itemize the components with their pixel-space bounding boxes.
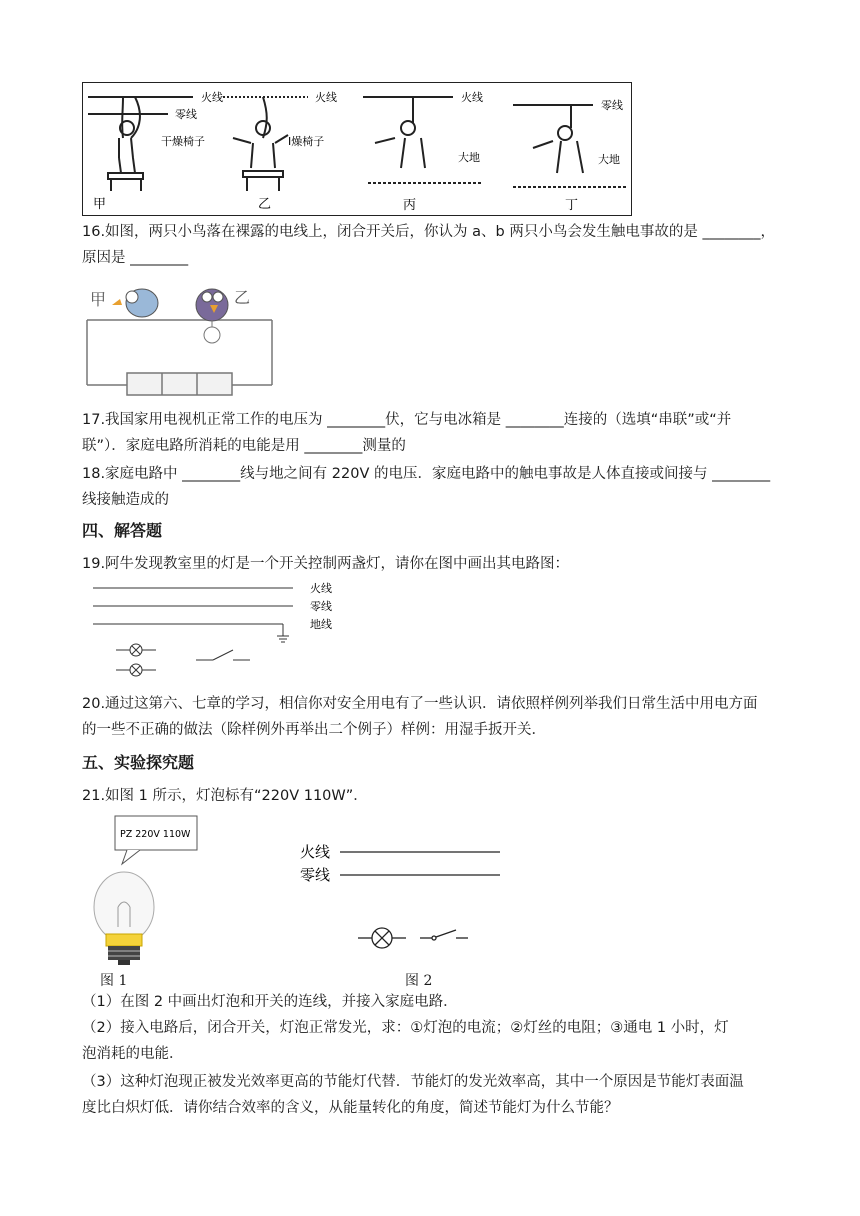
caption-bing: 丙	[403, 198, 417, 213]
circuit-drawing	[300, 838, 510, 958]
q16-line1: 16.如图，两只小鸟落在裸露的电线上，闭合开关后，你认为 a、b 两只小鸟会发生触电事故的是 ________，	[82, 224, 775, 240]
q21-part3-line2: 度比白炽灯低．请你结合效率的含义，从能量转化的角度，简述节能灯为什么节能？	[82, 1100, 619, 1116]
wire-label-earth: 地线	[310, 618, 332, 631]
figure-19	[88, 578, 358, 678]
caption-jia: 甲	[93, 197, 107, 212]
q21-part2-line2: 泡消耗的电能．	[82, 1046, 184, 1062]
label-ground-3: 大地	[458, 151, 480, 164]
figure-16-drawing	[82, 275, 282, 400]
q21-part1: （1）在图 2 中画出灯泡和开关的连线，并接入家庭电路．	[82, 994, 458, 1010]
label-live-3: 火线	[461, 91, 483, 104]
section-5-title: 五、实验探究题	[82, 753, 195, 772]
q20-line1: 20.通过这第六、七章的学习，相信你对安全用电有了一些认识．请依照样例列举我们日常生活中用电方面	[82, 696, 758, 712]
fig2-wire-neutral: 零线	[300, 866, 331, 884]
q21-line1: 21.如图 1 所示，灯泡标有“220V 110W”．	[82, 788, 368, 804]
figure-16	[82, 275, 282, 400]
q18-line2: 线接触造成的	[82, 492, 169, 508]
wire-label-neutral: 零线	[310, 600, 332, 613]
bulb-label: PZ 220V 110W	[120, 829, 191, 840]
label-neutral-1: 零线	[175, 108, 197, 121]
label-live-1: 火线	[201, 91, 223, 104]
fig1-caption: 图 1	[100, 973, 128, 989]
section-4-title: 四、解答题	[82, 521, 163, 540]
fig2-caption: 图 2	[405, 973, 433, 989]
q16-line2: 原因是 ________	[82, 250, 189, 266]
bird-label-jia: 甲	[90, 290, 107, 309]
q19-line1: 19.阿牛发现教室里的灯是一个开关控制两盏灯，请你在图中画出其电路图：	[82, 556, 570, 572]
figure-21-2	[300, 838, 510, 958]
label-neutral-4: 零线	[601, 99, 623, 112]
wire-label-live: 火线	[310, 582, 332, 595]
figure-19-drawing	[88, 578, 358, 678]
figure-21-1	[82, 812, 212, 992]
bulb-drawing	[82, 812, 212, 992]
caption-yi: 乙	[258, 197, 272, 212]
q20-line2: 的一些不正确的做法（除样例外再举出二个例子）样例：用湿手扳开关．	[82, 722, 546, 738]
bird-label-yi: 乙	[234, 288, 251, 307]
label-live-2: 火线	[315, 91, 337, 104]
q21-part3-line1: （3）这种灯泡现正被发光效率更高的节能灯代替．节能灯的发光效率高，其中一个原因是节能灯表面温	[82, 1074, 744, 1090]
q21-part2-line1: （2）接入电路后，闭合开关，灯泡正常发光，求：①灯泡的电流；②灯丝的电阻；③通电 1 小时，灯	[82, 1020, 729, 1036]
label-ground-4: 大地	[598, 153, 620, 166]
figure-15-drawing	[83, 83, 630, 214]
fig2-wire-live: 火线	[300, 843, 331, 861]
q17-line1: 17.我国家用电视机正常工作的电压为 ________伏，它与电冰箱是 ________连接的（选填“串联”或“并	[82, 412, 732, 428]
q17-line2: 联”）．家庭电路所消耗的电能是用 ________测量的	[82, 438, 406, 454]
label-dry-stool-2: I燥椅子	[288, 135, 325, 148]
q18-line1: 18.家庭电路中 ________线与地之间有 220V 的电压．家庭电路中的触电事故是人体直接或间接与 ________	[82, 466, 771, 482]
figure-15	[82, 82, 632, 216]
label-dry-stool-1: 干燥椅子	[161, 135, 205, 148]
caption-ding: 丁	[565, 198, 579, 213]
